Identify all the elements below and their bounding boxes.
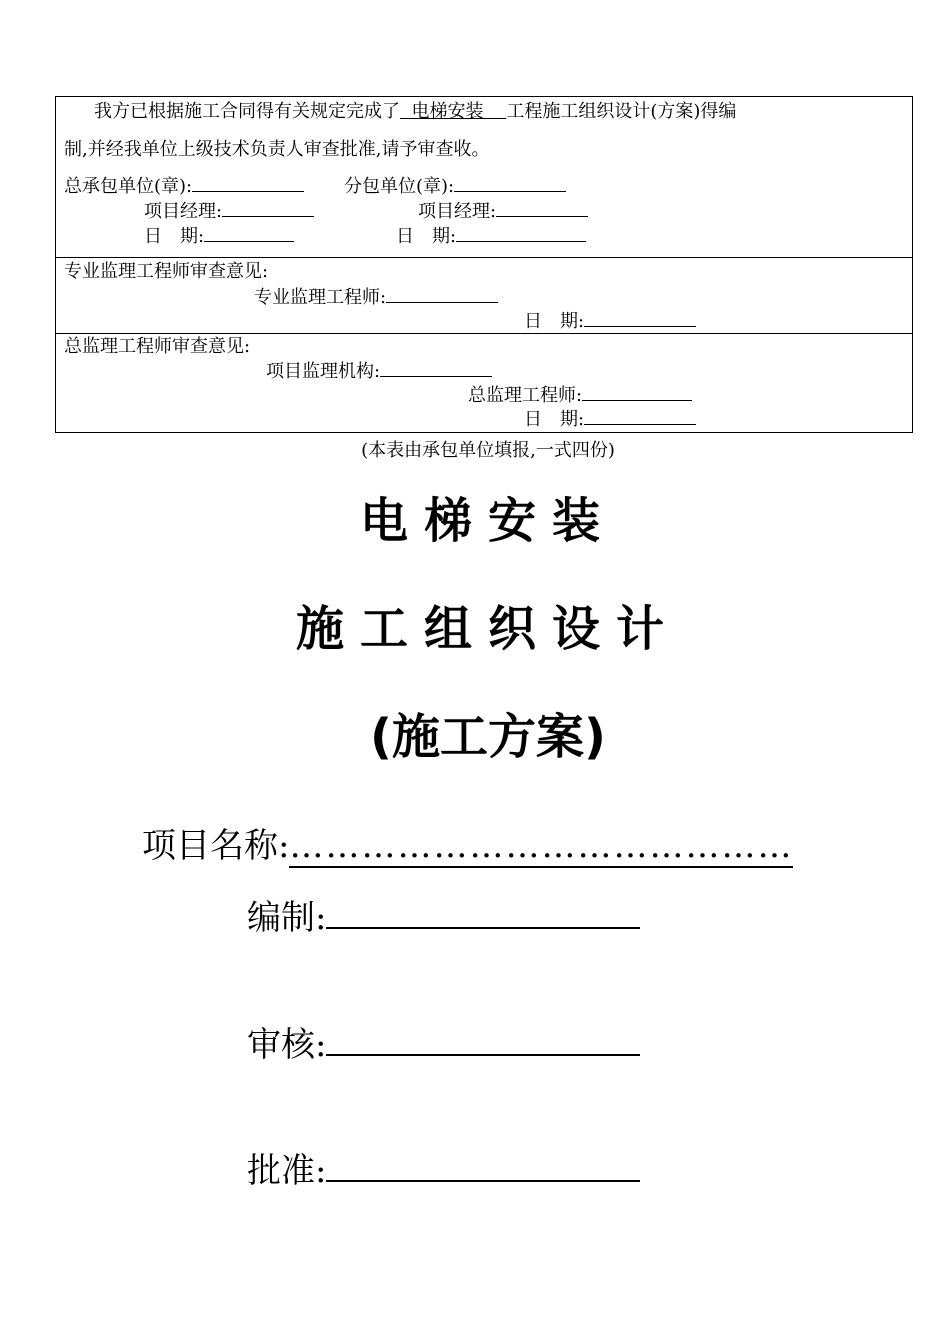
project-manager-blank-1[interactable] (222, 200, 314, 217)
compiled-label: 编制: (247, 898, 327, 938)
compiled-row (247, 890, 640, 939)
project-manager-row-1: 项目经理: (144, 200, 314, 223)
form-footnote: (本表由承包单位填报,一式四份) (361, 440, 615, 461)
project-name-blank[interactable]: …………………………………… (289, 826, 794, 866)
specialist-date-row: 日 期: (524, 310, 696, 333)
date-blank-1[interactable] (204, 225, 294, 242)
chief-engineer-blank[interactable] (582, 384, 692, 401)
specialist-date-blank[interactable] (584, 310, 696, 327)
subcontractor-row: 分包单位(章): (344, 175, 566, 198)
specialist-opinion-label: 专业监理工程师审查意见: (64, 261, 269, 282)
compiled-blank[interactable] (326, 897, 640, 929)
reviewed-label: 审核: (247, 1025, 327, 1065)
intro-text: 我方已根据施工合同得有关规定完成了 (94, 101, 400, 122)
general-contractor-blank[interactable] (192, 175, 304, 192)
chief-engineer-row: 总监理工程师: (468, 384, 692, 407)
chief-opinion-label: 总监理工程师审查意见: (64, 336, 251, 357)
approved-blank[interactable] (326, 1150, 640, 1182)
contractor-section (56, 97, 912, 258)
specialist-engineer-row: 专业监理工程师: (254, 286, 498, 309)
project-manager-row-2: 项目经理: (418, 200, 588, 223)
chief-review-section (56, 334, 912, 432)
specialist-engineer-blank[interactable] (386, 286, 498, 303)
approved-row (247, 1143, 640, 1192)
intro-line-1 (94, 101, 736, 123)
cover-title-line-3: (施工方案) (370, 709, 606, 765)
chief-date-blank[interactable] (584, 408, 696, 425)
specialist-review-section (56, 258, 912, 334)
chief-date-row: 日 期: (524, 408, 696, 431)
date-blank-2[interactable] (456, 225, 586, 242)
date-row-1: 日 期: (144, 225, 294, 248)
project-manager-blank-2[interactable] (496, 200, 588, 217)
project-fill-value: 电梯安装 (411, 101, 484, 122)
date-row-2: 日 期: (396, 225, 586, 248)
general-contractor-row: 总承包单位(章): (64, 175, 304, 198)
supervision-org-blank[interactable] (380, 360, 492, 377)
intro-line-2: 制,并经我单位上级技术负责人审查批准,请予审查收。 (64, 139, 490, 160)
project-name-row (142, 818, 793, 868)
submission-form-table (55, 96, 913, 433)
intro-text-after: 工程施工组织设计(方案)得编 (506, 101, 737, 122)
cover-title-line-1: 电梯安装 (359, 493, 616, 549)
reviewed-row (247, 1017, 640, 1066)
cover-title-line-2: 施工组织设计 (295, 601, 680, 657)
approved-label: 批准: (247, 1151, 327, 1191)
subcontractor-blank[interactable] (454, 175, 566, 192)
reviewed-blank[interactable] (326, 1024, 640, 1056)
project-name-label: 项目名称: (142, 826, 290, 866)
supervision-org-row: 项目监理机构: (266, 360, 492, 383)
